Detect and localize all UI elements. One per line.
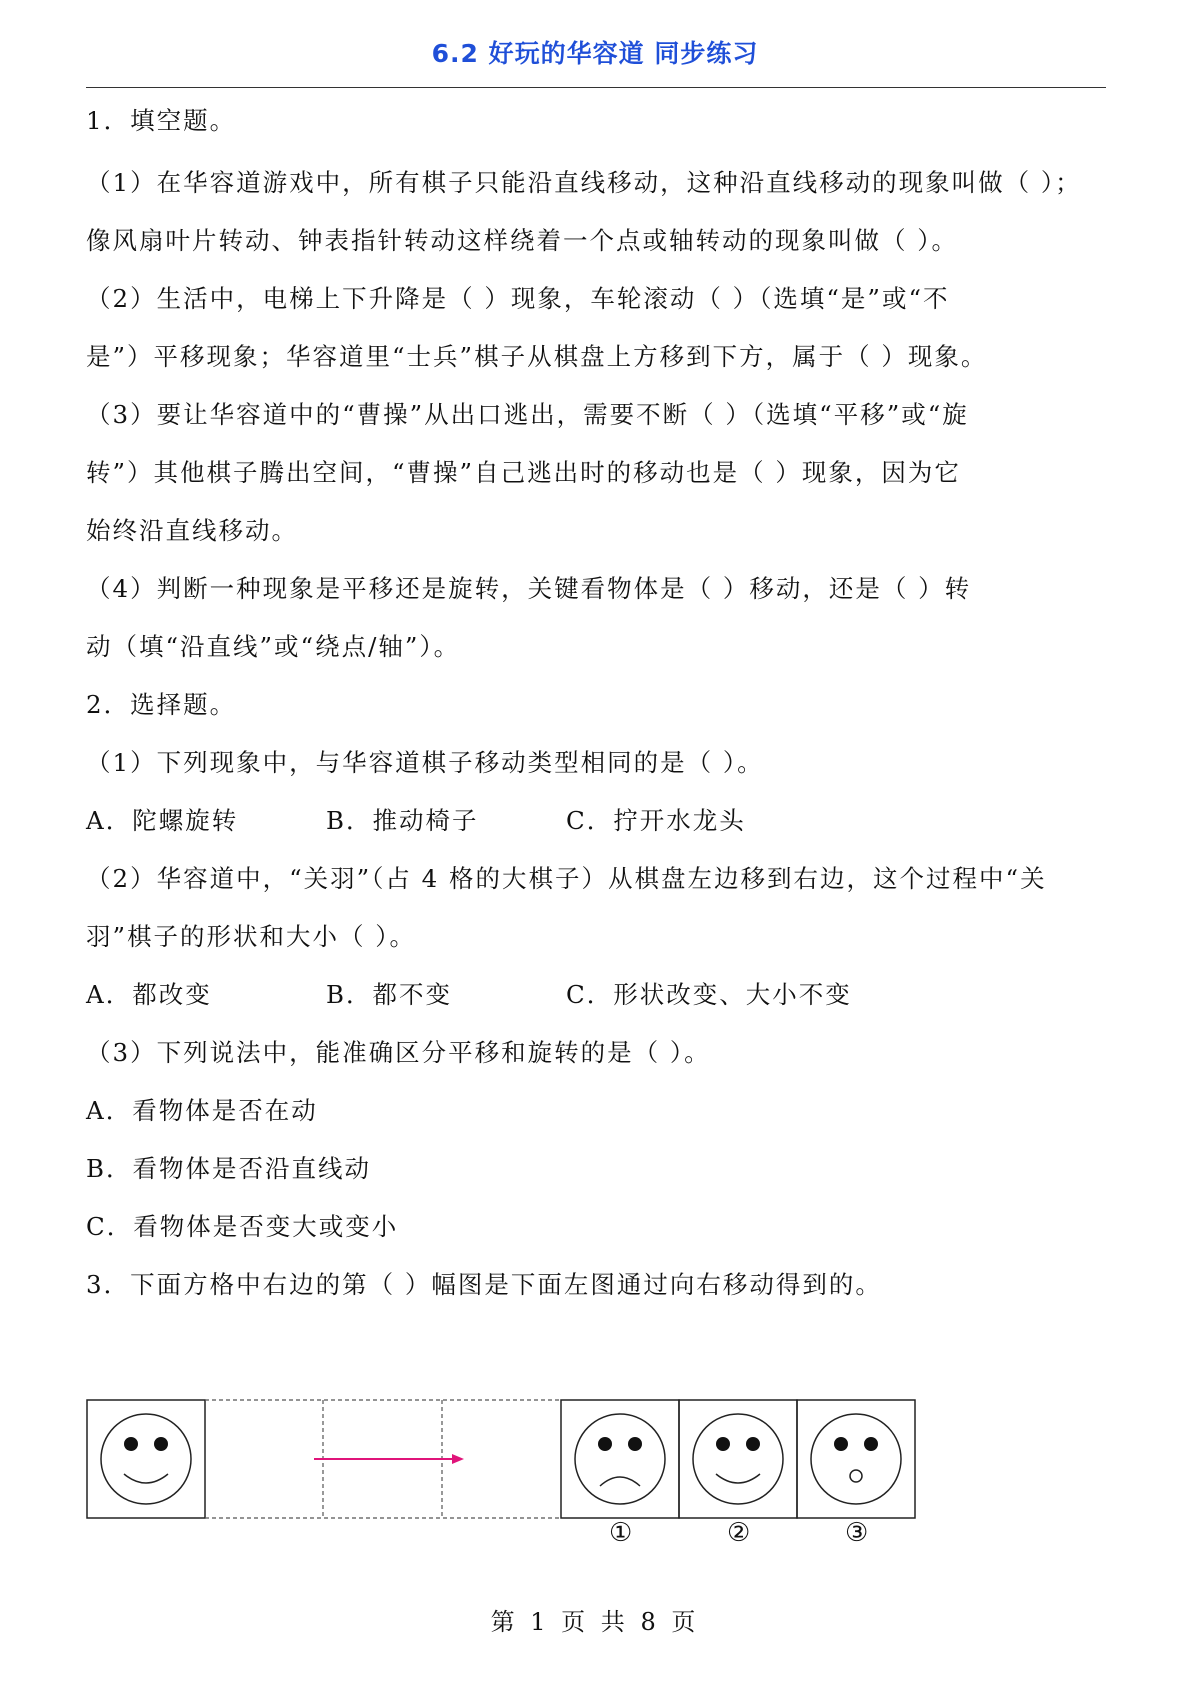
q2-3-option-b: B．看物体是否沿直线动 — [86, 1154, 372, 1183]
q1-3-line-3: 始终沿直线移动。 — [86, 516, 298, 545]
page-title: 6.2 好玩的华容道 同步练习 — [431, 39, 759, 68]
page-number: 第 1 页 共 8 页 — [490, 1608, 700, 1636]
q2-1-question: （1）下列现象中，与华容道棋子移动类型相同的是（ ）。 — [86, 748, 764, 777]
q1-3-line-1: （3）要让华容道中的“曹操”从出口逃出，需要不断（ ）（选填“平移”或“旋 — [86, 400, 969, 429]
q1-4-line-1: （4）判断一种现象是平移还是旋转，关键看物体是（ ）移动，还是（ ）转 — [86, 574, 972, 603]
option-cell-2 — [679, 1400, 797, 1518]
header-divider — [86, 87, 1106, 88]
caption-3: ③ — [845, 1518, 869, 1548]
q2-2-line-2: 羽”棋子的形状和大小（ ）。 — [86, 922, 417, 951]
q1-4-line-2: 动（填“沿直线”或“绕点/轴”）。 — [86, 632, 461, 661]
q1-2-line-2: 是”）平移现象；华容道里“士兵”棋子从棋盘上方移到下方，属于（ ）现象。 — [86, 342, 988, 371]
q2-2-option-c: C．形状改变、大小不变 — [566, 980, 852, 1009]
option-cell-3 — [797, 1400, 915, 1518]
q1-1-line-1: （1）在华容道游戏中，所有棋子只能沿直线移动，这种沿直线移动的现象叫做（ ）； — [86, 168, 1082, 197]
sad-face-icon — [575, 1414, 665, 1504]
caption-2: ② — [727, 1518, 751, 1548]
q1-3-line-2: 转”）其他棋子腾出空间，“曹操”自己逃出时的移动也是（ ）现象，因为它 — [86, 458, 961, 487]
q2-2-option-a: A．都改变 — [86, 980, 212, 1009]
q2-2-line-1: （2）华容道中，“关羽”（占 4 格的大棋子）从棋盘左边移到右边，这个过程中“关 — [86, 864, 1047, 893]
q2-1-option-c: C．拧开水龙头 — [566, 806, 746, 835]
q2-1-option-b: B．推动椅子 — [326, 806, 479, 835]
original-cell — [87, 1400, 205, 1518]
translation-grid-figure — [86, 1398, 926, 1523]
smiley-face-icon — [101, 1414, 191, 1504]
q1-1-line-2: 像风扇叶片转动、钟表指针转动这样绕着一个点或轴转动的现象叫做（ ）。 — [86, 226, 959, 255]
q2-3-question: （3）下列说法中，能准确区分平移和旋转的是（ ）。 — [86, 1038, 711, 1067]
caption-1: ① — [609, 1518, 633, 1548]
surprised-face-icon — [811, 1414, 901, 1504]
q2-1-option-a: A．陀螺旋转 — [86, 806, 239, 835]
q2-3-option-a: A．看物体是否在动 — [86, 1096, 318, 1125]
q1-2-line-1: （2）生活中，电梯上下升降是（ ）现象，车轮滚动（ ）（选填“是”或“不 — [86, 284, 950, 313]
section-2-heading: 2．选择题。 — [86, 690, 237, 719]
q3-question: 3．下面方格中右边的第（ ）幅图是下面左图通过向右移动得到的。 — [86, 1270, 882, 1299]
section-1-heading: 1．填空题。 — [86, 106, 237, 135]
q2-3-option-c: C．看物体是否变大或变小 — [86, 1212, 399, 1241]
arrow-right-icon — [452, 1454, 464, 1464]
option-cell-1 — [561, 1400, 679, 1518]
smiley-face-icon — [693, 1414, 783, 1504]
q2-2-option-b: B．都不变 — [326, 980, 453, 1009]
